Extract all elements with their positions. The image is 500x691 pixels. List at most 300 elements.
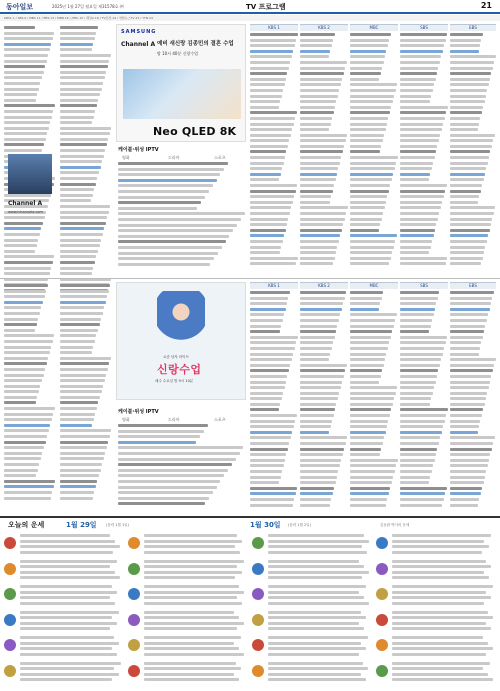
text-line [250, 178, 279, 181]
text-line [300, 313, 340, 316]
text-line [300, 123, 331, 126]
text-line [300, 392, 339, 395]
text-line [400, 106, 448, 109]
text-line [450, 492, 481, 495]
fortune-text-line [20, 565, 110, 568]
text-line [60, 485, 96, 488]
text-line [350, 375, 381, 378]
text-line [400, 341, 446, 344]
text-line [400, 498, 444, 501]
text-line [400, 476, 430, 479]
text-line [300, 341, 333, 344]
text-line [300, 162, 340, 165]
text-line [60, 318, 101, 321]
text-line [60, 452, 105, 455]
fortune-text-line [20, 611, 119, 614]
text-line [250, 212, 290, 215]
text-line [450, 173, 485, 176]
text-line [4, 267, 51, 270]
fortune-text-line [268, 585, 366, 588]
text-line [450, 162, 488, 165]
column-header-ebs: EBS [450, 24, 496, 31]
text-line [400, 386, 434, 389]
text-line [300, 414, 334, 417]
text-line [60, 177, 97, 180]
text-line [4, 396, 37, 399]
text-line [450, 358, 496, 361]
text-line [250, 33, 298, 36]
text-line [350, 325, 394, 328]
text-line [250, 100, 280, 103]
text-line [350, 167, 395, 170]
text-line [118, 235, 229, 238]
text-line [350, 414, 390, 417]
text-line [4, 379, 42, 382]
text-line [4, 385, 40, 388]
text-line [250, 459, 285, 462]
text-line [350, 145, 381, 148]
text-line [60, 306, 104, 309]
text-line [4, 407, 55, 410]
text-line [300, 156, 341, 159]
text-line [450, 498, 479, 501]
text-line [250, 218, 288, 221]
text-line [350, 223, 380, 226]
text-line [250, 190, 296, 193]
text-line [60, 43, 93, 46]
text-line [350, 453, 380, 456]
text-line [250, 330, 280, 333]
text-line [250, 353, 293, 356]
ad-tagline: 예비 새신랑 김종민의 결혼 수업 [157, 41, 234, 47]
text-line [450, 201, 478, 204]
text-line [4, 334, 54, 337]
text-line [4, 132, 47, 135]
text-line [250, 156, 285, 159]
zodiac-icon [376, 639, 388, 651]
text-line [350, 313, 397, 316]
text-line [350, 470, 395, 473]
text-line [450, 223, 491, 226]
fortune-text-line [144, 636, 241, 639]
text-line [450, 106, 483, 109]
text-line [60, 351, 92, 354]
text-line [450, 44, 480, 47]
text-line [400, 336, 447, 339]
text-line [60, 227, 104, 230]
text-line [60, 413, 95, 416]
text-line [450, 55, 496, 58]
text-line [450, 95, 486, 98]
text-line [300, 498, 331, 501]
text-line [450, 476, 485, 479]
text-line [250, 246, 281, 249]
text-line [400, 459, 435, 462]
text-line [350, 319, 395, 322]
cable-listing-left2-bottom [60, 284, 112, 504]
text-line [300, 448, 344, 451]
text-line [118, 207, 197, 210]
fortune-text-line [20, 662, 121, 665]
text-line [118, 452, 240, 455]
text-line [300, 403, 336, 406]
text-line [400, 353, 443, 356]
text-line [350, 436, 384, 439]
text-line [450, 218, 492, 221]
text-line [250, 72, 287, 75]
text-line [450, 67, 493, 70]
text-line [350, 78, 379, 81]
text-line [250, 50, 293, 53]
text-line [60, 312, 103, 315]
text-line [4, 301, 43, 304]
text-line [400, 134, 440, 137]
text-line [350, 100, 393, 103]
listing-ebs-bottom [450, 291, 496, 511]
issue-date: 2025년 1월 27일 월요일 제31578호 ㈜ [52, 4, 124, 9]
text-line [300, 61, 347, 64]
zodiac-icon [128, 665, 140, 677]
text-line [300, 111, 334, 114]
iptv-heading-top: 케이블·위성 IPTV [118, 147, 159, 153]
text-line [450, 504, 478, 507]
text-line [450, 234, 488, 237]
fortune-text-line [392, 673, 488, 676]
text-line [300, 504, 330, 507]
column-header-kbs1-b: KBS 1 [250, 282, 298, 289]
text-line [300, 487, 334, 490]
samsung-ad [116, 24, 246, 142]
text-line [450, 392, 487, 395]
text-line [60, 491, 94, 494]
fortune-text-line [392, 596, 491, 599]
text-line [250, 173, 281, 176]
text-line [60, 244, 100, 247]
text-line [350, 358, 385, 361]
text-line [350, 246, 394, 249]
text-line [400, 470, 432, 473]
text-line [300, 375, 344, 378]
text-line [450, 375, 491, 378]
text-line [300, 134, 347, 137]
text-line [250, 44, 295, 47]
text-line [300, 319, 339, 322]
zodiac-icon [252, 588, 264, 600]
text-line [400, 375, 437, 378]
text-line [250, 117, 295, 120]
text-line [400, 162, 433, 165]
text-line [400, 246, 431, 249]
text-line [4, 244, 37, 247]
iptv-tab-movie: 영화 [122, 155, 130, 160]
text-line [250, 134, 291, 137]
text-line [60, 290, 109, 293]
text-line [400, 167, 432, 170]
fortune-byline: 김동완 박사의 운세 [380, 523, 410, 527]
text-line [4, 93, 37, 96]
listing-kbs1-bottom [250, 291, 298, 511]
text-line [60, 295, 107, 298]
text-line [350, 173, 393, 176]
text-line [400, 358, 441, 361]
text-line [450, 72, 491, 75]
text-line [400, 442, 439, 445]
text-line [300, 240, 339, 243]
zodiac-icon [252, 614, 264, 626]
text-line [400, 195, 444, 198]
text-line [450, 381, 490, 384]
fortune-text-line [144, 560, 244, 563]
text-line [400, 262, 446, 265]
text-line [250, 470, 282, 473]
text-line [250, 123, 294, 126]
text-line [300, 44, 332, 47]
text-line [350, 347, 388, 350]
text-line [250, 425, 294, 428]
text-line [350, 156, 398, 159]
fortune-text-line [268, 653, 359, 656]
text-line [400, 492, 445, 495]
fortune-text-line [268, 636, 368, 639]
text-line [450, 33, 483, 36]
text-line [4, 323, 37, 326]
listing-ebs-top [450, 33, 496, 273]
text-line [60, 82, 103, 85]
text-line [450, 336, 483, 339]
text-line [250, 442, 289, 445]
text-line [250, 229, 286, 232]
fortune-text-line [20, 647, 112, 650]
text-line [118, 458, 236, 461]
text-line [450, 302, 491, 305]
text-line [60, 37, 95, 40]
text-line [60, 457, 104, 460]
text-line [350, 336, 391, 339]
text-line [60, 272, 92, 275]
text-line [4, 357, 48, 360]
text-line [350, 240, 395, 243]
fortune-text-line [392, 560, 486, 563]
text-line [350, 341, 389, 344]
text-line [250, 128, 292, 131]
text-line [4, 418, 52, 421]
text-line [118, 162, 228, 165]
fortune-text-line [268, 591, 359, 594]
text-line [450, 369, 493, 372]
text-line [350, 106, 391, 109]
fortune-text-line [268, 551, 367, 554]
text-line [250, 453, 286, 456]
text-line [400, 308, 435, 311]
text-line [60, 463, 102, 466]
text-line [118, 441, 196, 444]
text-line [350, 117, 388, 120]
text-line [60, 65, 108, 68]
text-line [250, 375, 287, 378]
text-line [118, 173, 220, 176]
fortune-text-line [144, 585, 239, 588]
text-line [300, 190, 333, 193]
page-number: 21 [480, 1, 492, 10]
text-line [300, 39, 333, 42]
text-line [450, 403, 485, 406]
text-line [60, 110, 95, 113]
text-line [118, 184, 213, 187]
fortune-text-line [144, 602, 242, 605]
fortune-text-line [268, 596, 364, 599]
text-line [118, 246, 222, 249]
text-line [300, 358, 329, 361]
text-line [4, 272, 50, 275]
masthead [0, 0, 500, 14]
text-line [350, 67, 382, 70]
text-line [118, 430, 204, 433]
text-line [250, 308, 286, 311]
text-line [118, 491, 213, 494]
text-line [250, 234, 284, 237]
column-header-kbs2: KBS 2 [300, 24, 348, 31]
text-line [300, 481, 336, 484]
channel-a-ad [4, 140, 56, 230]
text-line [450, 330, 484, 333]
text-line [4, 374, 44, 377]
text-line [400, 33, 447, 36]
text-line [250, 55, 292, 58]
text-line [250, 67, 289, 70]
iptv-heading-bottom: 케이블·위성 IPTV [118, 409, 159, 415]
fortune-text-line [144, 653, 244, 656]
fortune-text-line [392, 551, 482, 554]
zodiac-icon [252, 665, 264, 677]
fortune-text-line [268, 647, 366, 650]
iptv-listing-bottom [118, 424, 246, 510]
text-line [450, 308, 490, 311]
text-line [60, 88, 102, 91]
text-line [250, 206, 291, 209]
fortune-text-line [268, 545, 362, 548]
text-line [60, 474, 99, 477]
text-line [450, 123, 479, 126]
text-line [300, 117, 332, 120]
samsung-logo: SAMSUNG [121, 29, 157, 35]
text-line [400, 145, 437, 148]
text-line [350, 178, 392, 181]
text-line [350, 55, 385, 58]
text-line [450, 414, 482, 417]
iptv-tab-sports: 스포츠 [214, 155, 226, 160]
fortune-text-line [392, 611, 488, 614]
text-line [350, 83, 397, 86]
fortune-text-line [20, 571, 115, 574]
text-line [300, 139, 346, 142]
text-line [250, 257, 298, 260]
text-line [118, 218, 241, 221]
fortune-text-line [144, 545, 235, 548]
text-line [450, 436, 495, 439]
text-line [118, 435, 200, 438]
text-line [250, 498, 294, 501]
fortune-text-line [392, 534, 491, 537]
listing-sbs-top [400, 33, 448, 273]
text-line [4, 329, 35, 332]
zodiac-icon [128, 639, 140, 651]
fortune-text-line [268, 576, 362, 579]
text-line [400, 184, 447, 187]
fortune-text-line [392, 540, 484, 543]
fortune-text-line [20, 616, 112, 619]
zodiac-icon [376, 563, 388, 575]
text-line [400, 234, 434, 237]
text-line [60, 194, 93, 197]
text-line [400, 150, 436, 153]
listing-mbc-top [350, 33, 398, 273]
text-line [4, 480, 55, 483]
text-line [300, 195, 331, 198]
text-line [60, 160, 102, 163]
text-line [350, 123, 387, 126]
fortune-text-line [144, 662, 236, 665]
text-line [350, 369, 382, 372]
text-line [350, 492, 389, 495]
text-line [350, 95, 394, 98]
text-line [250, 381, 286, 384]
fortune-text-line [268, 611, 361, 614]
text-line [60, 334, 96, 337]
text-line [350, 212, 383, 215]
zodiac-icon [4, 614, 16, 626]
fortune-text-line [392, 545, 489, 548]
text-line [250, 319, 283, 322]
text-line [450, 139, 493, 142]
fortune-text-line [268, 642, 361, 645]
text-line [4, 435, 47, 438]
text-line [4, 110, 53, 113]
column-header-mbc: MBC [350, 24, 398, 31]
fortune-text-line [268, 540, 369, 543]
text-line [60, 446, 107, 449]
sinlang-title: 신랑수업 [157, 363, 202, 376]
text-line [350, 353, 386, 356]
text-line [300, 262, 333, 265]
text-line [450, 442, 493, 445]
iptv-listing-top [118, 162, 246, 272]
text-line [300, 95, 338, 98]
text-line [350, 72, 381, 75]
text-line [450, 431, 478, 434]
text-line [250, 492, 296, 495]
text-line [118, 229, 233, 232]
text-line [118, 224, 237, 227]
text-line [400, 229, 435, 232]
text-line [4, 76, 42, 79]
text-line [250, 195, 294, 198]
text-line [250, 431, 292, 434]
text-line [400, 100, 430, 103]
text-line [300, 492, 333, 495]
zodiac-icon [252, 537, 264, 549]
column-header-kbs1: KBS 1 [250, 24, 298, 31]
text-line [60, 54, 111, 57]
text-line [450, 229, 490, 232]
fortune-text-line [392, 678, 493, 681]
zodiac-icon [4, 639, 16, 651]
text-line [60, 374, 106, 377]
text-line [450, 167, 486, 170]
text-line [4, 491, 52, 494]
tv-image [123, 69, 241, 119]
text-line [350, 291, 383, 294]
fortune-text-line [20, 534, 110, 537]
